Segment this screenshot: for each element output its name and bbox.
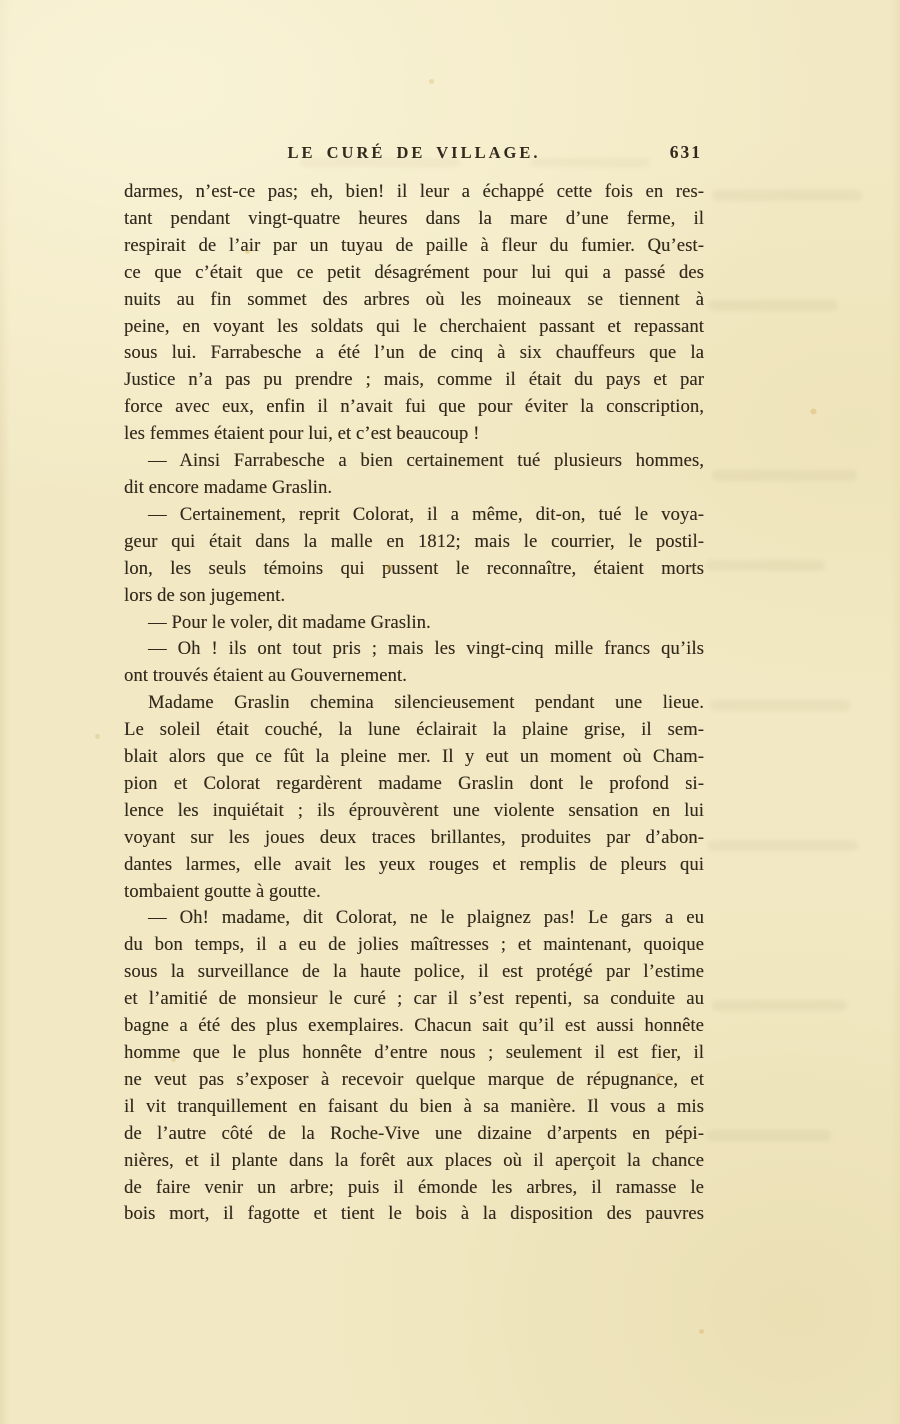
bleedthrough-smudge [300,158,460,167]
text-line: — Pour le voler, dit madame Graslin. [148,611,431,633]
text-line: geur qui était dans la malle en 1812; mais le courrier, le postil- [124,530,704,552]
body-text [124,179,704,1228]
text-line: nières, et il plante dans la forêt aux places où il aperçoit la chance [124,1149,704,1171]
bleedthrough-smudge [708,300,838,311]
text-line: pion et Colorat regardèrent madame Graslin dont le profond si- [124,772,704,794]
bleedthrough-smudge [706,1130,831,1141]
running-title: LE CURÉ DE VILLAGE. [287,143,541,162]
text-line: tombaient goutte à goutte. [124,880,321,902]
text-line: bois mort, il fagotte et tient le bois à la disposition des pauvres [124,1203,704,1225]
text-line: et l’amitié de monsieur le curé ; car il s’est repenti, sa conduite au [124,988,704,1010]
text-line: dantes larmes, elle avait les yeux rouges et remplis de pleurs qui [124,853,704,875]
text-line: lon, les seuls témoins qui pussent le reconnaître, étaient morts [124,557,704,579]
text-line: ont trouvés étaient au Gouvernement. [124,665,407,687]
text-line: lors de son jugement. [124,584,286,606]
text-line: — Ainsi Farrabesche a bien certainement tué plusieurs hommes, [148,450,704,472]
bleedthrough-smudge [530,158,650,167]
paragraph [124,179,704,448]
paper-specks [0,0,3,3]
text-line: il vit tranquillement en faisant du bien à sa manière. Il vous a mis [124,1095,704,1117]
paragraph [124,448,704,502]
bleedthrough-smudge [708,840,858,851]
bleedthrough-smudge [712,190,862,201]
bleedthrough-smudge [705,560,825,571]
text-line: nuits au fin sommet des arbres où les moineaux se tiennent à [124,288,704,310]
paragraph [124,502,704,610]
text-line: respirait de l’air par un tuyau de paille à fleur du fumier. Qu’est- [124,234,704,256]
text-line: sous la surveillance de la haute police, il est protégé par l’estime [124,961,704,983]
text-line: dit encore madame Graslin. [124,476,333,498]
bleedthrough-smudge [712,1000,847,1011]
bleedthrough-smudge [712,470,857,481]
text-line: — Oh! madame, dit Colorat, ne le plaignez pas! Le gars a eu [148,907,704,929]
text-line: Le soleil était couché, la lune éclairait la plaine grise, il sem- [124,719,704,741]
paragraph [124,690,704,905]
text-line: darmes, n’est-ce pas; eh, bien! il leur a échappé cette fois en res- [124,181,704,202]
text-line: Madame Graslin chemina silencieusement pendant une lieue. [148,692,704,714]
text-line: bagne a été des plus exemplaires. Chacun sait qu’il est aussi honnête [124,1015,704,1037]
text-line: sous lui. Farrabesche a été l’un de cinq à six chauffeurs que la [124,342,704,364]
text-line: peine, en voyant les soldats qui le cherchaient passant et repassant [124,315,704,337]
text-line: ce que c’était que ce petit désagrément pour lui qui a passé des [124,261,704,283]
paragraph [124,610,704,637]
text-line: du bon temps, il a eu de jolies maîtresses ; et maintenant, quoique [124,934,704,956]
text-line: de l’autre côté de la Roche-Vive une dizaine d’arpents en pépi- [124,1122,704,1144]
text-line: — Oh ! ils ont tout pris ; mais les vingt-cinq mille francs qu’ils [148,638,704,660]
text-line: les femmes étaient pour lui, et c’est beaucoup ! [124,423,480,445]
text-line: de faire venir un arbre; puis il émonde les arbres, il ramasse le [124,1176,704,1198]
text-line: lence les inquiétait ; ils éprouvèrent une violente sensation en lui [124,799,704,821]
text-line: force avec eux, enfin il n’avait fui que pour éviter la conscription, [124,396,704,418]
text-line: voyant sur les joues deux traces brillantes, produites par d’abon- [124,826,704,848]
bleedthrough-smudge [710,700,850,711]
text-line: blait alors que ce fût la pleine mer. Il y eut un moment où Cham- [124,746,704,768]
paragraph [124,905,704,1228]
page-number: 631 [669,142,702,162]
text-line: — Certainement, reprit Colorat, il a même, dit-on, tué le voya- [148,503,704,525]
text-line: Justice n’a pas pu prendre ; mais, comme il était du pays et par [124,369,704,391]
text-line: homme que le plus honnête d’entre nous ; seulement il est fier, il [124,1042,704,1063]
text-line: ne veut pas s’exposer à recevoir quelque marque de répugnance, et [124,1068,704,1090]
paragraph [124,636,704,690]
text-line: tant pendant vingt-quatre heures dans la mare d’une ferme, il [124,207,704,229]
